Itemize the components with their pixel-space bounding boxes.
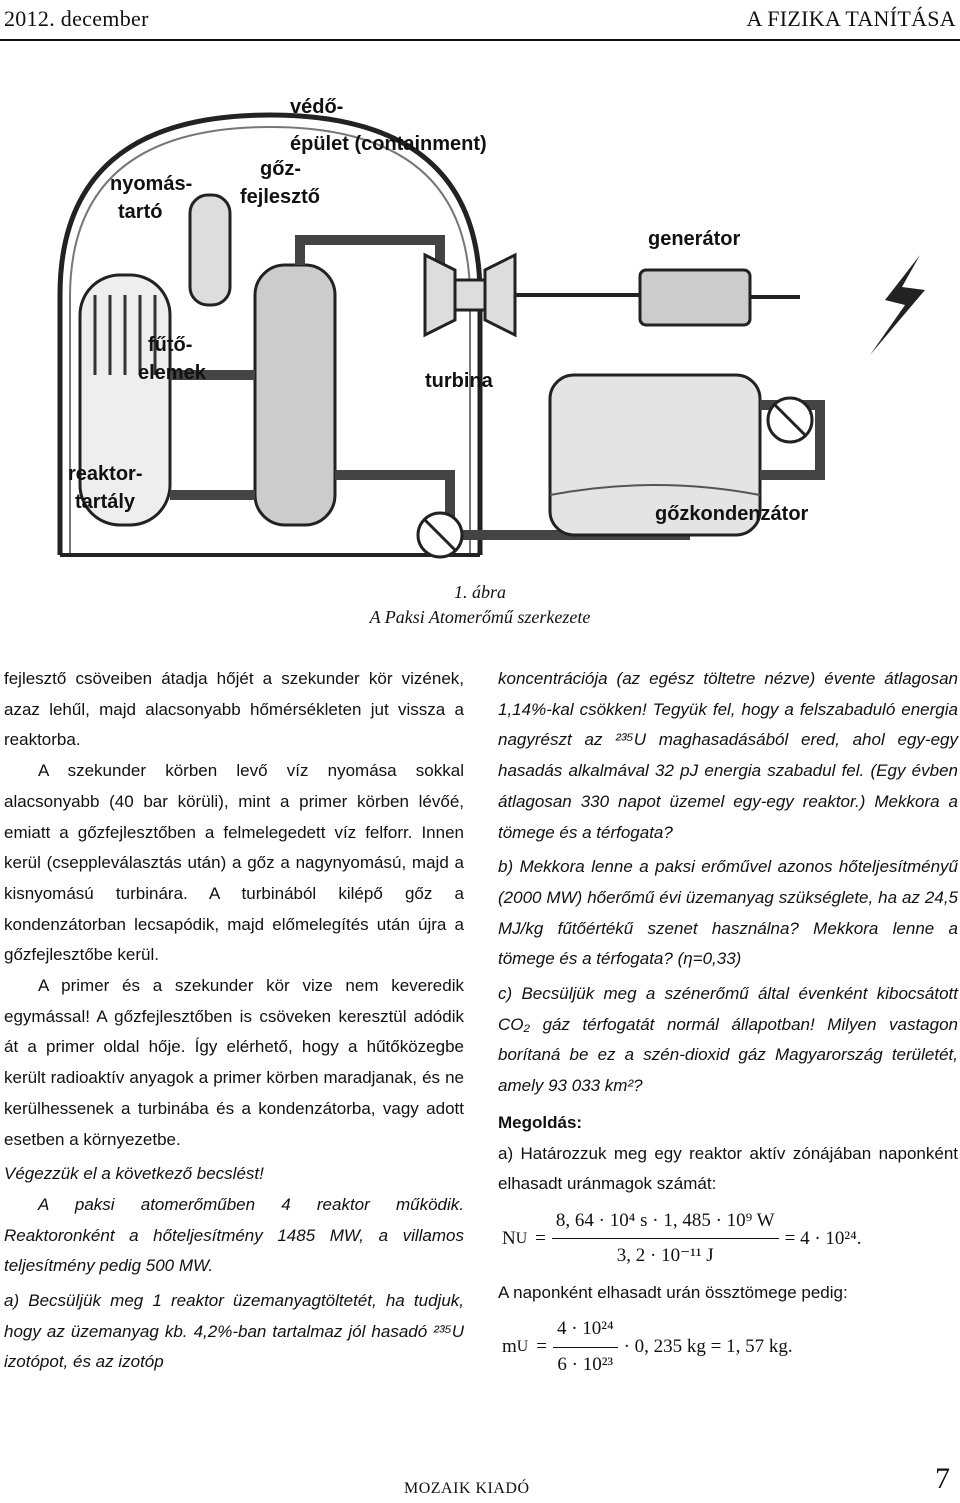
- left-paragraph-2: A szekunder körben levő víz nyomása sokkal alacsonyabb (40 bar körüli), mint a primer körben lévőé, emiatt a gőzfejlesztőben a felmelegedett víz felforr. Innen kerül (cseppleválasztás után) a gőz a nagynyomású, majd a kisnyomású turbinára. A turbinából kilépő gőz a kondenzátorban lecsapódik, majd előmelegítés után újra a gőzfejlesztőbe kerül.: [4, 761, 464, 965]
- left-column: [4, 664, 464, 1378]
- label-containment-1: védő-: [290, 96, 344, 118]
- eq1-lhs: N: [502, 1227, 516, 1249]
- running-header-journal: A FIZIKA TANÍTÁSA: [746, 6, 956, 31]
- pressurizer: [190, 195, 230, 305]
- right-paragraph-2: b) Mekkora lenne a paksi erőművel azonos hőteljesítményű (2000 MW) hőerőmű évi üzemanyag szükséglete, ha az 24,5 MJ/kg fűtőértékű szenet használna? Mekkora lenne a tömege és a térfogata? (η=0,33): [498, 857, 958, 969]
- figure-caption: A Paksi Atomerőmű szerkezete: [369, 607, 591, 627]
- left-paragraph-6: a) Becsüljük meg 1 reaktor üzemanyagtöltetét, ha tudjuk, hogy az üzemanyag kb. 4,2%-ban tartalmaz jól hasadó ²³⁵U izotópot, és az izotóp: [4, 1291, 464, 1372]
- steam-generator: [255, 265, 335, 525]
- generator: [640, 270, 750, 325]
- equation-nu: [502, 1202, 958, 1276]
- label-reactor-1: reaktor-: [68, 463, 143, 485]
- right-paragraph-3: c) Becsüljük meg a szénerőmű által évenként kibocsátott CO₂ gáz térfogatát normál állapotban! Milyen vastagon borítaná be ez a szén-dioxid gáz Magyarország területét, amely 93 033 km²?: [498, 984, 958, 1096]
- label-fuel-2: elemek: [138, 362, 206, 384]
- eq2-numerator: 4 · 10²⁴: [553, 1314, 618, 1348]
- publisher-footer: MOZAIK KIADÓ: [404, 1480, 530, 1497]
- left-paragraph-5: A paksi atomerőműben 4 reaktor működik. Reaktoronként a hőteljesítmény 1485 MW, a villamos teljesítmény pedig 500 MW.: [4, 1194, 464, 1276]
- header-rule: [0, 39, 960, 41]
- label-turbine: turbina: [425, 370, 493, 392]
- eq2-fraction: [553, 1314, 618, 1380]
- eq1-numerator: 8, 64 · 10⁴ s · 1, 485 · 10⁹ W: [552, 1206, 779, 1240]
- left-paragraph-4: Végezzük el a következő becslést!: [4, 1164, 264, 1184]
- left-paragraph-3: A primer és a szekunder kör vize nem keveredik egymással! A gőzfejlesztőben is csöveken keresztül adódik át a primer oldal hője. Így elérhető, hogy a hűtőközegbe került radioaktív anyagok a primer körben maradjanak, és ne kerülhessenek a turbinába és a kondenzátorba, vagy adott esetben a környezetbe.: [4, 976, 464, 1149]
- label-pressurizer-2: tartó: [118, 201, 163, 223]
- figure-number: 1. ábra: [453, 582, 506, 602]
- eq2-equals: =: [536, 1336, 547, 1358]
- eq2-lhs: m: [502, 1336, 517, 1358]
- label-fuel-1: fűtő-: [148, 334, 193, 356]
- label-reactor-2: tartály: [75, 491, 136, 513]
- eq1-result: = 4 · 10²⁴.: [784, 1227, 862, 1249]
- eq1-equals: =: [535, 1227, 546, 1249]
- label-steam-gen-2: fejlesztő: [240, 186, 321, 208]
- label-pressurizer-1: nyomás-: [110, 173, 193, 195]
- label-steam-gen-1: gőz-: [260, 158, 302, 180]
- equation-mu: [502, 1311, 958, 1385]
- right-paragraph-1: koncentrációja (az egész töltetre nézve) évente átlagosan 1,14%-kal csökken! Tegyük fel, hogy a felszabaduló energia nagyrészt az ²³⁵U maghasadásából ered, ahol egy-egy hasadás alkalmával 32 pJ energia szabadul fel. (Egy évben átlagosan 330 napot üzemel egy-egy reaktor.) Mekkora a tömege és a térfogata?: [498, 669, 958, 842]
- left-paragraph-1: fejlesztő csöveiben átadja hőjét a szekunder kör vizének, azaz lehűl, majd alacsonyabb hőmérsékleten jut vissza a reaktorba.: [4, 669, 464, 750]
- eq2-lhs-sub: U: [516, 1338, 529, 1356]
- eq1-lhs-sub: U: [515, 1229, 528, 1247]
- eq2-result: · 0, 235 kg = 1, 57 kg.: [623, 1336, 793, 1358]
- label-containment-2: épület (containment): [290, 133, 487, 155]
- right-paragraph-5: A naponként elhasadt urán össztömege pedig:: [498, 1282, 848, 1302]
- label-generator: generátor: [648, 228, 741, 250]
- power-plant-diagram: [40, 75, 960, 575]
- running-header-date: 2012. december: [4, 6, 149, 31]
- solution-heading: Megoldás:: [498, 1112, 583, 1132]
- eq1-fraction: [552, 1206, 779, 1272]
- right-paragraph-4: a) Határozzuk meg egy reaktor aktív zónájában naponként elhasadt uránmagok számát:: [498, 1143, 958, 1194]
- label-condenser: gőzkondenzátor: [655, 503, 809, 525]
- eq1-denominator: 3, 2 · 10⁻¹¹ J: [616, 1245, 714, 1267]
- lightning-icon: [870, 255, 925, 355]
- right-column: [498, 664, 958, 1387]
- page-number: 7: [935, 1462, 950, 1495]
- eq2-denominator: 6 · 10²³: [557, 1354, 614, 1376]
